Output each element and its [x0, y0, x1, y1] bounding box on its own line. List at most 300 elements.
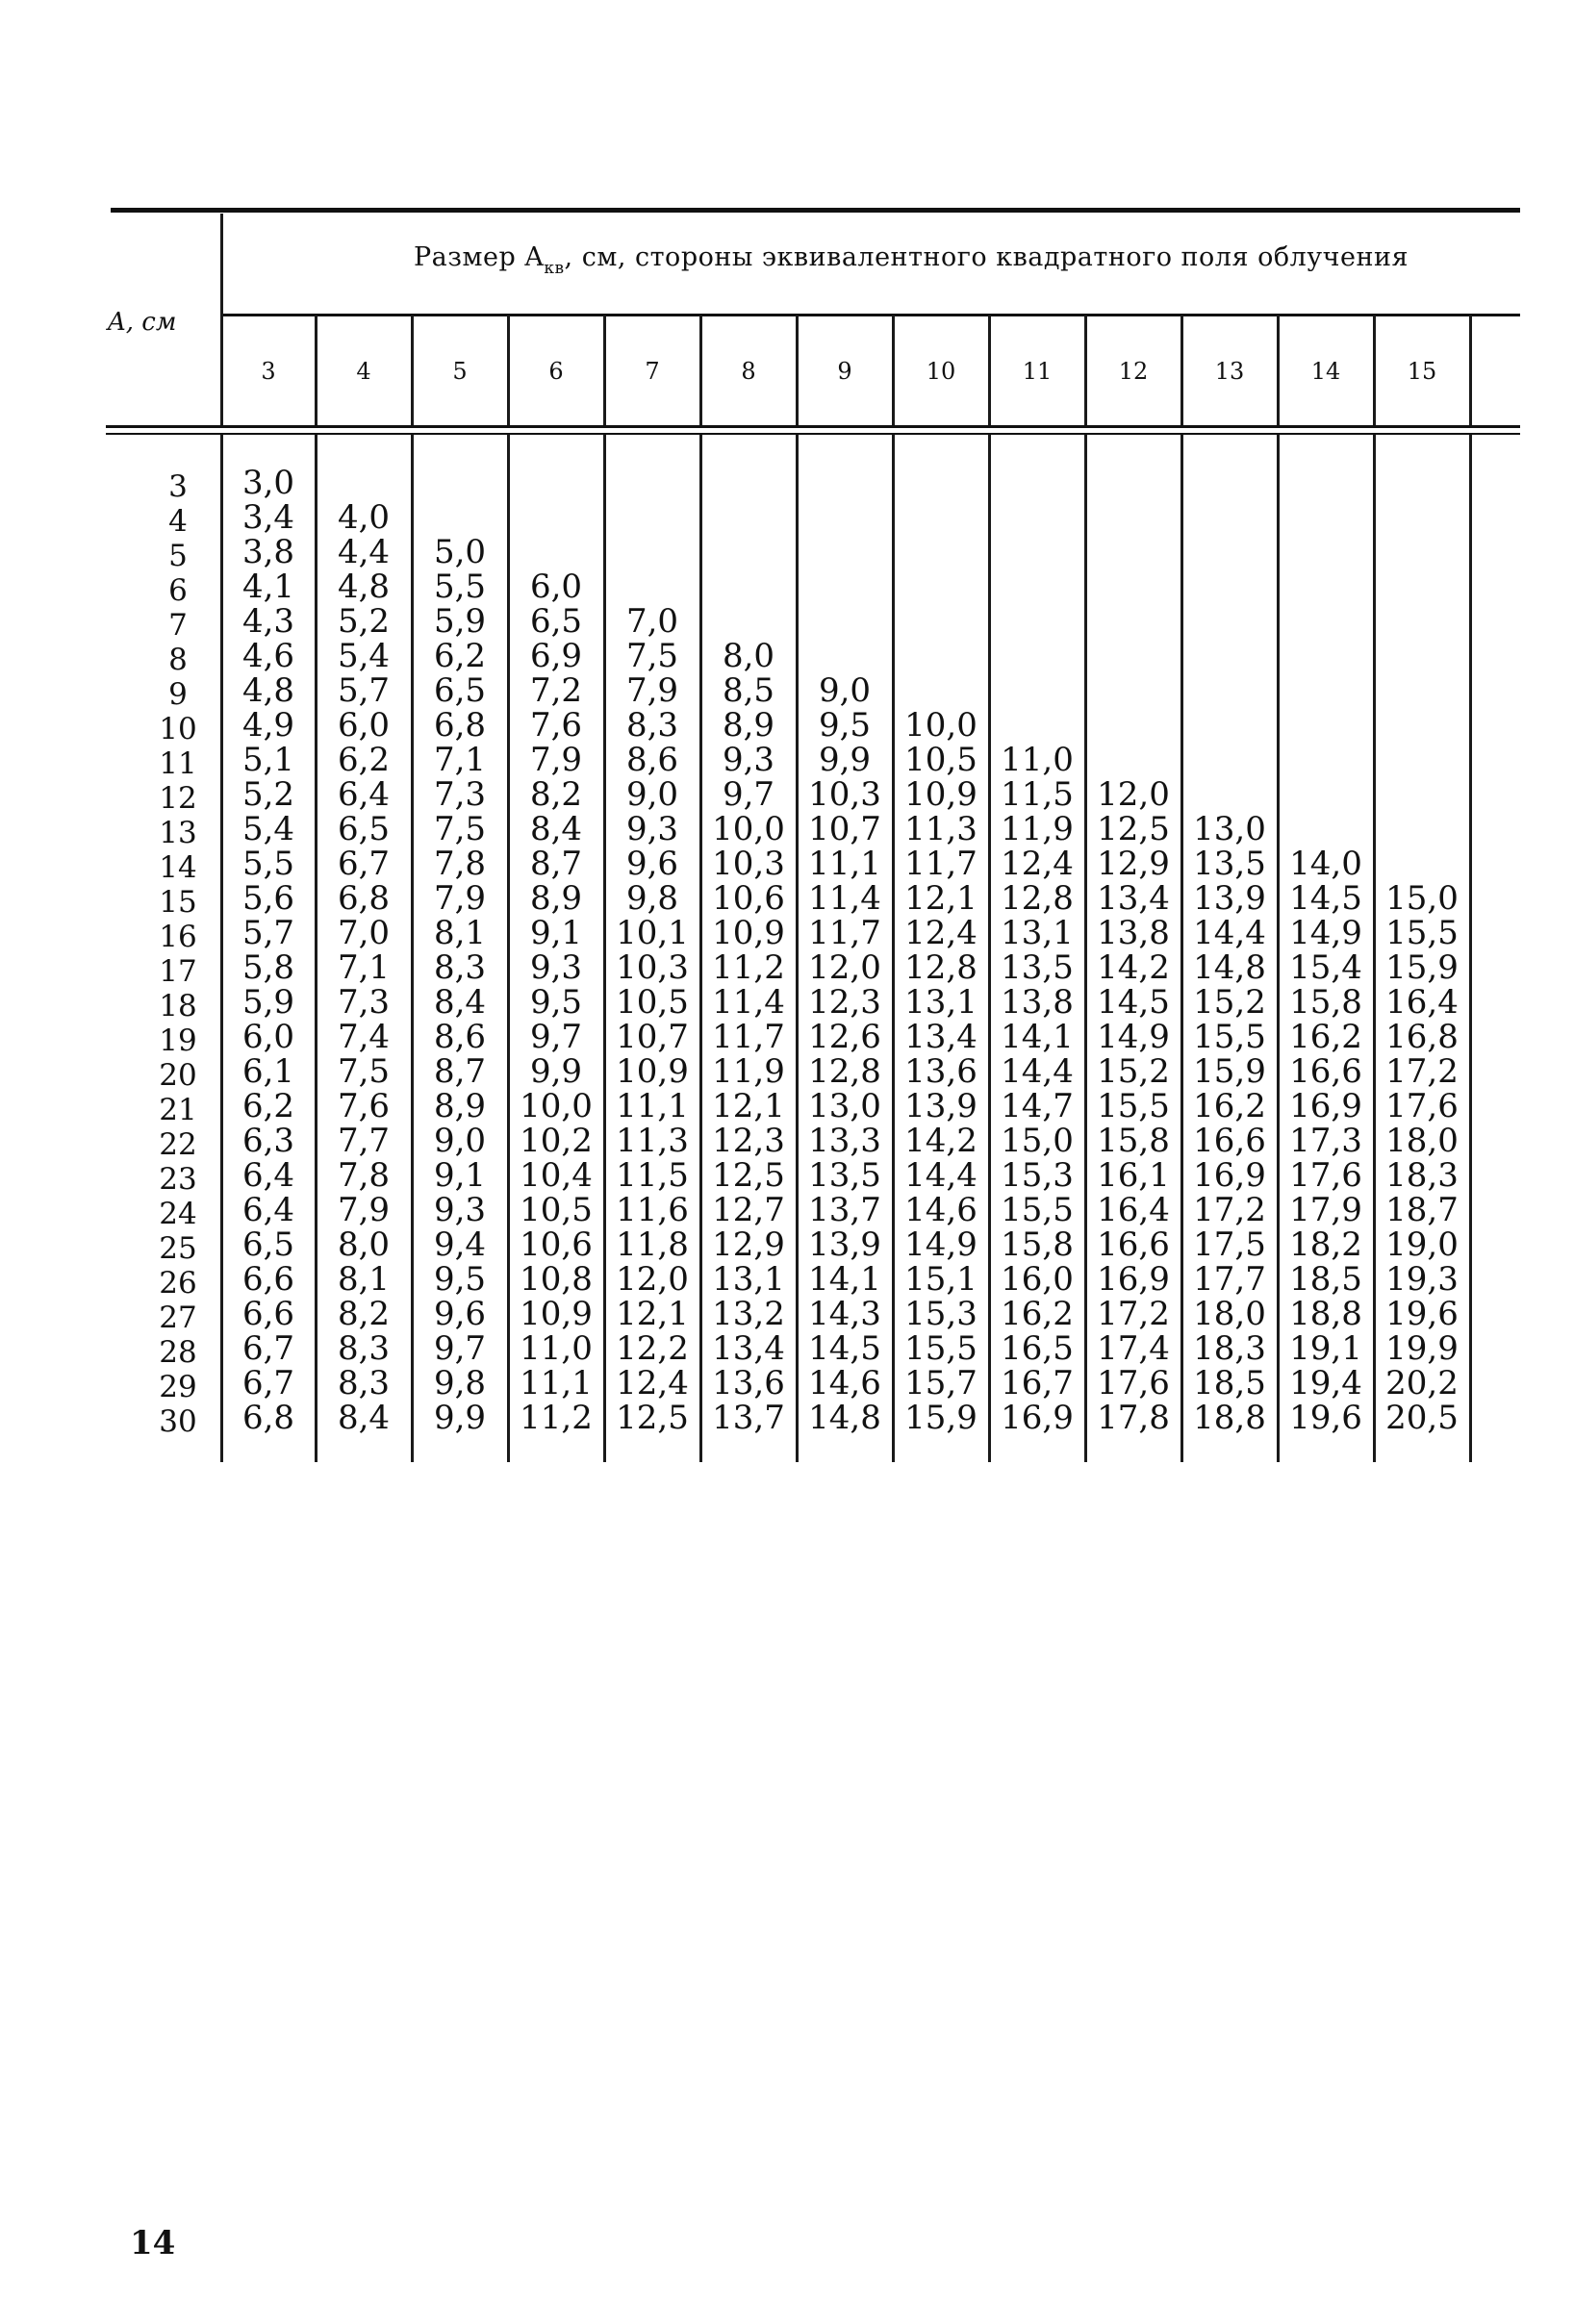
table-cell: 5,4	[241, 810, 295, 848]
table-cell: 15,2	[1097, 1052, 1170, 1091]
table-cell: 15,3	[1001, 1156, 1074, 1195]
table-cell: 6,0	[337, 706, 391, 745]
table-cell: 15,0	[1385, 879, 1459, 918]
table-cell: 8,3	[337, 1329, 391, 1368]
table-cell: 6,7	[337, 845, 391, 883]
table-cell: 9,8	[433, 1364, 487, 1402]
table-cell: 19,1	[1289, 1329, 1362, 1368]
row-label: 20	[159, 1058, 197, 1093]
table-cell: 9,0	[625, 775, 679, 814]
table-cell: 6,3	[241, 1122, 295, 1160]
table-cell: 18,5	[1289, 1260, 1362, 1299]
row-label: 25	[159, 1231, 197, 1266]
table-cell: 12,0	[808, 948, 881, 987]
table-cell: 13,9	[1193, 879, 1266, 918]
table-cell: 16,2	[1001, 1295, 1074, 1333]
table-cell: 14,6	[904, 1191, 977, 1229]
table-cell: 12,7	[712, 1191, 785, 1229]
table-cell: 12,5	[712, 1156, 785, 1195]
table-cell: 8,7	[529, 845, 583, 883]
table-cell: 6,6	[241, 1295, 295, 1333]
table-cell: 6,5	[241, 1225, 295, 1264]
table-cell: 16,4	[1385, 983, 1459, 1022]
row-label: 11	[159, 746, 197, 781]
table-cell: 10,7	[808, 810, 881, 848]
table-cell: 6,2	[241, 1087, 295, 1125]
table-cell: 16,0	[1001, 1260, 1074, 1299]
row-label: 22	[159, 1127, 197, 1162]
column-header-8: 8	[741, 358, 756, 385]
table-cell: 6,8	[433, 706, 487, 745]
table-cell: 14,4	[1193, 914, 1266, 952]
table-cell: 16,1	[1097, 1156, 1170, 1195]
table-cell: 15,8	[1289, 983, 1362, 1022]
table-cell: 13,5	[808, 1156, 881, 1195]
table-cell: 11,8	[616, 1225, 689, 1264]
data-column-4	[316, 500, 412, 1435]
header-rule-1	[106, 425, 1520, 428]
table-cell: 6,0	[529, 568, 583, 606]
table-cell: 6,2	[433, 637, 487, 675]
title-suffix: , см, стороны эквивалентного квадратного поля облучения	[564, 242, 1409, 272]
table-cell: 13,1	[904, 983, 977, 1022]
table-cell: 8,0	[337, 1225, 391, 1264]
table-cell: 11,4	[712, 983, 785, 1022]
table-cell: 12,3	[808, 983, 881, 1022]
table-cell: 10,7	[616, 1018, 689, 1056]
row-label: 24	[159, 1197, 197, 1231]
table-cell: 13,0	[1193, 810, 1266, 848]
title-underline	[223, 314, 1520, 316]
table-cell: 18,0	[1193, 1295, 1266, 1333]
row-label: 7	[168, 608, 188, 643]
data-column-9	[797, 673, 893, 1435]
table-cell: 13,4	[712, 1329, 785, 1368]
table-cell: 11,3	[616, 1122, 689, 1160]
table-cell: 10,0	[904, 706, 977, 745]
table-cell: 3,4	[241, 498, 295, 537]
table-cell: 6,4	[241, 1191, 295, 1229]
table-cell: 12,1	[712, 1087, 785, 1125]
table-cell: 7,9	[337, 1191, 391, 1229]
table-cell: 14,5	[1289, 879, 1362, 918]
table-cell: 16,9	[1097, 1260, 1170, 1299]
table-cell: 7,6	[337, 1087, 391, 1125]
table-cell: 10,0	[712, 810, 785, 848]
table-cell: 9,7	[433, 1329, 487, 1368]
table-cell: 6,5	[337, 810, 391, 848]
table-cell: 4,4	[337, 533, 391, 571]
table-cell: 14,7	[1001, 1087, 1074, 1125]
table-cell: 7,7	[337, 1122, 391, 1160]
table-cell: 15,5	[1385, 914, 1459, 952]
table-cell: 13,6	[712, 1364, 785, 1402]
table-cell: 5,9	[241, 983, 295, 1022]
table-cell: 4,8	[337, 568, 391, 606]
table-cell: 14,4	[1001, 1052, 1074, 1091]
table-title	[414, 242, 1443, 281]
table-cell: 15,0	[1001, 1122, 1074, 1160]
table-cell: 9,6	[433, 1295, 487, 1333]
row-label: 4	[168, 504, 188, 539]
table-cell: 10,6	[520, 1225, 593, 1264]
row-label: 19	[159, 1023, 197, 1058]
table-cell: 16,6	[1193, 1122, 1266, 1160]
table-cell: 6,2	[337, 741, 391, 779]
table-cell: 10,2	[520, 1122, 593, 1160]
table-cell: 17,7	[1193, 1260, 1266, 1299]
table-cell: 7,9	[433, 879, 487, 918]
table-cell: 15,3	[904, 1295, 977, 1333]
table-cell: 8,4	[337, 1399, 391, 1437]
column-header-3: 3	[261, 358, 276, 385]
header-divider	[411, 316, 414, 425]
table-cell: 14,0	[1289, 845, 1362, 883]
table-cell: 9,1	[433, 1156, 487, 1195]
data-column-5	[412, 535, 508, 1435]
table-cell: 7,1	[433, 741, 487, 779]
header-divider	[220, 214, 223, 425]
row-label: 29	[159, 1370, 197, 1404]
data-column-10	[893, 708, 989, 1435]
table-cell: 5,7	[337, 671, 391, 710]
table-cell: 14,9	[904, 1225, 977, 1264]
row-label: 28	[159, 1335, 197, 1370]
table-cell: 13,1	[1001, 914, 1074, 952]
table-cell: 12,1	[616, 1295, 689, 1333]
table-cell: 7,6	[529, 706, 583, 745]
table-cell: 13,9	[904, 1087, 977, 1125]
table-cell: 10,6	[712, 879, 785, 918]
table-cell: 18,5	[1193, 1364, 1266, 1402]
table-cell: 10,5	[520, 1191, 593, 1229]
table-cell: 10,1	[616, 914, 689, 952]
table-cell: 12,5	[1097, 810, 1170, 848]
table-cell: 14,8	[808, 1399, 881, 1437]
table-cell: 4,0	[337, 498, 391, 537]
table-cell: 17,6	[1097, 1364, 1170, 1402]
table-cell: 15,7	[904, 1364, 977, 1402]
table-cell: 12,4	[1001, 845, 1074, 883]
header-divider	[507, 316, 510, 425]
table-cell: 11,2	[520, 1399, 593, 1437]
table-cell: 17,6	[1289, 1156, 1362, 1195]
column-header-10: 10	[926, 358, 956, 385]
data-column-3	[221, 466, 316, 1435]
table-cell: 13,5	[1193, 845, 1266, 883]
table-cell: 17,5	[1193, 1225, 1266, 1264]
table-cell: 9,6	[625, 845, 679, 883]
table-cell: 10,5	[616, 983, 689, 1022]
header-divider	[988, 316, 991, 425]
table-cell: 9,1	[529, 914, 583, 952]
table-cell: 8,3	[433, 948, 487, 987]
table-cell: 7,5	[337, 1052, 391, 1091]
table-cell: 7,5	[433, 810, 487, 848]
table-cell: 16,9	[1193, 1156, 1266, 1195]
table-cell: 17,2	[1097, 1295, 1170, 1333]
header-divider	[1469, 316, 1472, 425]
table-cell: 13,1	[712, 1260, 785, 1299]
table-cell: 6,6	[241, 1260, 295, 1299]
data-column-14	[1278, 846, 1374, 1435]
table-cell: 9,4	[433, 1225, 487, 1264]
table-cell: 6,0	[241, 1018, 295, 1056]
data-column-13	[1181, 812, 1278, 1435]
row-label: 10	[159, 712, 197, 746]
row-label: 3	[168, 469, 188, 504]
table-cell: 5,8	[241, 948, 295, 987]
table-cell: 9,5	[529, 983, 583, 1022]
table-cell: 16,6	[1097, 1225, 1170, 1264]
table-cell: 11,2	[712, 948, 785, 987]
table-cell: 14,2	[904, 1122, 977, 1160]
column-header-4: 4	[356, 358, 371, 385]
table-cell: 9,9	[529, 1052, 583, 1091]
row-label: 17	[159, 954, 197, 989]
table-cell: 11,5	[1001, 775, 1074, 814]
header-rule-2	[106, 433, 1520, 435]
table-cell: 5,2	[337, 602, 391, 641]
table-cell: 17,2	[1385, 1052, 1459, 1091]
table-cell: 16,2	[1289, 1018, 1362, 1056]
table-cell: 18,8	[1193, 1399, 1266, 1437]
table-cell: 13,4	[904, 1018, 977, 1056]
table-cell: 8,0	[722, 637, 775, 675]
table-cell: 6,7	[241, 1364, 295, 1402]
table-cell: 5,9	[433, 602, 487, 641]
table-cell: 14,6	[808, 1364, 881, 1402]
table-cell: 13,8	[1097, 914, 1170, 952]
table-cell: 8,4	[433, 983, 487, 1022]
table-cell: 8,2	[337, 1295, 391, 1333]
table-cell: 12,4	[904, 914, 977, 952]
table-cell: 15,5	[904, 1329, 977, 1368]
table-cell: 17,2	[1193, 1191, 1266, 1229]
table-cell: 12,2	[616, 1329, 689, 1368]
row-label: 8	[168, 643, 188, 677]
table-cell: 4,9	[241, 706, 295, 745]
table-cell: 6,7	[241, 1329, 295, 1368]
table-cell: 11,9	[1001, 810, 1074, 848]
table-cell: 8,4	[529, 810, 583, 848]
table-cell: 6,9	[529, 637, 583, 675]
table-cell: 12,5	[616, 1399, 689, 1437]
table-cell: 9,5	[818, 706, 872, 745]
table-cell: 12,3	[712, 1122, 785, 1160]
table-cell: 17,6	[1385, 1087, 1459, 1125]
table-cell: 19,4	[1289, 1364, 1362, 1402]
header-divider	[1373, 316, 1376, 425]
table-cell: 16,4	[1097, 1191, 1170, 1229]
row-label: 23	[159, 1162, 197, 1197]
column-header-6: 6	[548, 358, 564, 385]
row-label: 30	[159, 1404, 197, 1439]
row-header: A, см	[108, 308, 177, 337]
table-cell: 14,1	[808, 1260, 881, 1299]
table-cell: 9,9	[433, 1399, 487, 1437]
table-cell: 11,7	[808, 914, 881, 952]
table-cell: 12,4	[616, 1364, 689, 1402]
table-cell: 10,9	[616, 1052, 689, 1091]
table-cell: 8,3	[625, 706, 679, 745]
table-cell: 15,2	[1193, 983, 1266, 1022]
table-cell: 18,8	[1289, 1295, 1362, 1333]
table-cell: 11,0	[1001, 741, 1074, 779]
table-cell: 9,7	[722, 775, 775, 814]
table-cell: 7,9	[625, 671, 679, 710]
column-header-9: 9	[837, 358, 852, 385]
column-header-12: 12	[1118, 358, 1149, 385]
table-cell: 5,4	[337, 637, 391, 675]
table-cell: 14,5	[808, 1329, 881, 1368]
table-cell: 18,2	[1289, 1225, 1362, 1264]
header-divider	[1084, 316, 1087, 425]
table-cell: 13,0	[808, 1087, 881, 1125]
table-cell: 17,9	[1289, 1191, 1362, 1229]
table-cell: 7,8	[433, 845, 487, 883]
table-cell: 11,1	[616, 1087, 689, 1125]
table-cell: 6,5	[529, 602, 583, 641]
table-cell: 17,3	[1289, 1122, 1362, 1160]
table-cell: 11,5	[616, 1156, 689, 1195]
header-divider	[1180, 316, 1183, 425]
column-header-11: 11	[1022, 358, 1053, 385]
row-label: 18	[159, 989, 197, 1023]
table-cell: 12,8	[904, 948, 977, 987]
table-cell: 19,6	[1289, 1399, 1362, 1437]
header-divider	[699, 316, 702, 425]
table-cell: 18,3	[1385, 1156, 1459, 1195]
table-cell: 9,5	[433, 1260, 487, 1299]
table-cell: 16,9	[1001, 1399, 1074, 1437]
row-label: 27	[159, 1301, 197, 1335]
table-cell: 11,9	[712, 1052, 785, 1091]
table-cell: 11,1	[808, 845, 881, 883]
table-cell: 18,3	[1193, 1329, 1266, 1368]
table-cell: 12,0	[1097, 775, 1170, 814]
row-label: 6	[168, 573, 188, 608]
table-cell: 7,4	[337, 1018, 391, 1056]
page-number: 14	[130, 2224, 176, 2262]
table-cell: 14,1	[1001, 1018, 1074, 1056]
table-cell: 15,4	[1289, 948, 1362, 987]
table-cell: 15,5	[1193, 1018, 1266, 1056]
table-cell: 16,5	[1001, 1329, 1074, 1368]
row-label: 13	[159, 816, 197, 850]
table-cell: 7,3	[337, 983, 391, 1022]
table-cell: 11,1	[520, 1364, 593, 1402]
header-divider	[315, 316, 317, 425]
table-cell: 19,9	[1385, 1329, 1459, 1368]
table-cell: 16,2	[1193, 1087, 1266, 1125]
table-cell: 10,0	[520, 1087, 593, 1125]
table-cell: 14,9	[1289, 914, 1362, 952]
column-header-13: 13	[1214, 358, 1245, 385]
table-cell: 10,9	[520, 1295, 593, 1333]
row-label: 26	[159, 1266, 197, 1301]
table-cell: 10,8	[520, 1260, 593, 1299]
table-cell: 7,1	[337, 948, 391, 987]
table-cell: 11,7	[712, 1018, 785, 1056]
table-cell: 12,9	[712, 1225, 785, 1264]
table-cell: 14,2	[1097, 948, 1170, 987]
row-label: 15	[159, 885, 197, 920]
table-cell: 7,3	[433, 775, 487, 814]
table-cell: 13,8	[1001, 983, 1074, 1022]
table-cell: 13,2	[712, 1295, 785, 1333]
table-cell: 13,9	[808, 1225, 881, 1264]
data-column-12	[1085, 777, 1181, 1435]
table-cell: 7,0	[337, 914, 391, 952]
row-label: 14	[159, 850, 197, 885]
table-cell: 15,5	[1001, 1191, 1074, 1229]
title-subscript: кв	[544, 259, 565, 278]
table-cell: 8,1	[337, 1260, 391, 1299]
table-cell: 8,3	[337, 1364, 391, 1402]
data-column-11	[989, 743, 1085, 1435]
table-cell: 15,8	[1001, 1225, 1074, 1264]
top-rule	[111, 208, 1520, 213]
table-cell: 7,8	[337, 1156, 391, 1195]
table-cell: 13,7	[712, 1399, 785, 1437]
table-cell: 10,4	[520, 1156, 593, 1195]
table-cell: 13,5	[1001, 948, 1074, 987]
table-cell: 8,6	[625, 741, 679, 779]
column-header-15: 15	[1407, 358, 1437, 385]
row-label: 21	[159, 1093, 197, 1127]
table-cell: 12,8	[1001, 879, 1074, 918]
table-cell: 11,6	[616, 1191, 689, 1229]
table-cell: 8,9	[433, 1087, 487, 1125]
table-cell: 12,8	[808, 1052, 881, 1091]
column-header-5: 5	[452, 358, 468, 385]
table-cell: 7,5	[625, 637, 679, 675]
header-divider	[796, 316, 799, 425]
table-cell: 5,6	[241, 879, 295, 918]
table-cell: 16,8	[1385, 1018, 1459, 1056]
table-cell: 5,5	[241, 845, 295, 883]
table-cell: 13,7	[808, 1191, 881, 1229]
table-cell: 11,4	[808, 879, 881, 918]
table-cell: 13,4	[1097, 879, 1170, 918]
data-column-8	[700, 639, 797, 1435]
table-cell: 15,9	[904, 1399, 977, 1437]
table-cell: 15,9	[1193, 1052, 1266, 1091]
table-cell: 5,2	[241, 775, 295, 814]
table-cell: 16,6	[1289, 1052, 1362, 1091]
table-cell: 16,9	[1289, 1087, 1362, 1125]
table-cell: 4,1	[241, 568, 295, 606]
table-cell: 14,8	[1193, 948, 1266, 987]
table-cell: 10,3	[808, 775, 881, 814]
table-cell: 11,3	[904, 810, 977, 848]
table-cell: 17,4	[1097, 1329, 1170, 1368]
row-labels	[144, 469, 212, 1439]
table-cell: 8,1	[433, 914, 487, 952]
header-divider	[1277, 316, 1280, 425]
table-cell: 6,8	[337, 879, 391, 918]
table-cell: 4,8	[241, 671, 295, 710]
table-cell: 15,9	[1385, 948, 1459, 987]
column-header-7: 7	[645, 358, 660, 385]
table-cell: 10,9	[712, 914, 785, 952]
header-divider	[892, 316, 895, 425]
table-cell: 5,1	[241, 741, 295, 779]
table-cell: 8,7	[433, 1052, 487, 1091]
table-cell: 10,3	[616, 948, 689, 987]
table-cell: 4,3	[241, 602, 295, 641]
